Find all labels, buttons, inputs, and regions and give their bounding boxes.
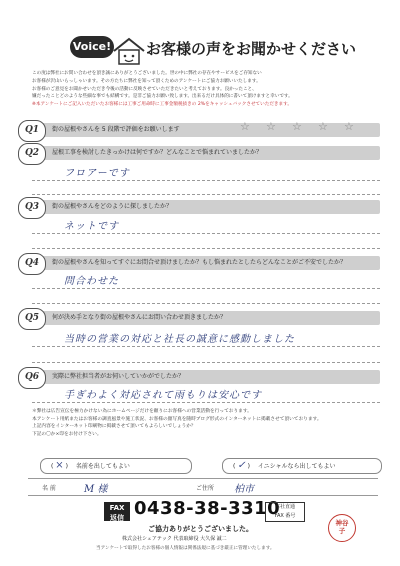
fax-note-line: FAX 番号	[274, 513, 296, 519]
option-initial[interactable]: ( ✓ ) イニシャルなら出してもよい	[222, 458, 382, 474]
question-text: 街の屋根やさんを知ってすぐにお問合せ頂けましたか？もし悩まれたとしたらどんなことがご不安でしたか？	[52, 259, 347, 266]
answer-line	[32, 194, 380, 195]
answer-line	[32, 248, 380, 249]
fax-direct-note	[265, 502, 305, 522]
rating-star-icon[interactable]: ☆	[266, 120, 276, 133]
rating-star-icon[interactable]: ☆	[318, 120, 328, 133]
question-bar-q3	[20, 200, 380, 214]
intro-line: お客様のご意見をお聞かせいただき今後の活動に反映させていただきたいと考えております。良かったこと、	[32, 86, 257, 92]
intro-text	[32, 70, 372, 109]
privacy-notice: 当アンケートで取得したお客様の個人情報は関係法規に基づき厳正に管理いたします。	[96, 546, 275, 551]
cashback-notice: ※本アンケートにご記入いただいたお客様には工事ご用命時に工事金額税抜きの 2%をキャッシュバックさせていただきます。	[32, 102, 292, 108]
answer-q4[interactable]: 問合わせた	[64, 276, 119, 287]
question-text: 街の屋根やさんをどのように探しましたか？	[52, 203, 173, 210]
question-number: Q4	[18, 253, 46, 275]
question-number: Q3	[18, 197, 46, 219]
address-label: ご住所	[196, 485, 215, 492]
answer-line	[32, 346, 380, 347]
intro-line: お客様が沢山いらっしゃいます。その方たちに弊社を知って頂くためのアンケートにご協力お願いいたします。	[32, 78, 261, 84]
question-bar-q5	[20, 311, 380, 325]
name-label: 名 前	[42, 485, 56, 492]
answer-line	[32, 402, 380, 403]
question-text: 実際に弊社担当者がお伺いしていかがでしたか？	[52, 373, 185, 380]
address-field[interactable]: 柏市	[234, 484, 254, 495]
publication-consent-text	[32, 408, 382, 438]
answer-q6[interactable]: 手ぎわよく対応されて雨もりは安心です	[64, 390, 262, 401]
answer-line	[32, 288, 380, 289]
option-label: 名前を出してもよい	[75, 463, 130, 470]
answer-q3[interactable]: ネットです	[64, 221, 119, 232]
fine-print-line: 下記の〇か×印をお付け下さい。	[32, 431, 102, 437]
fax-tag	[104, 502, 130, 521]
question-text: 何が決め手となり街の屋根やさんにお問い合わせ頂きましたか？	[52, 314, 227, 321]
fine-print-line: 上記内容をインターネット印刷物に掲載させて頂いてもよろしいでしょうか？	[32, 424, 196, 430]
question-number: Q1	[18, 120, 46, 142]
rating-star-icon[interactable]: ☆	[240, 120, 250, 133]
name-field[interactable]: M 様	[84, 484, 108, 495]
fine-print-line: ＊弊社は広告宣伝を極力かけない為にホームページだけを頼りにお客様への営業活動を行っております。	[32, 409, 252, 414]
question-bar-q6	[20, 370, 380, 384]
answer-line	[32, 362, 380, 363]
question-number: Q5	[18, 308, 46, 330]
answer-line	[32, 303, 380, 304]
intro-line: 嫌だったことどのような些細な事でも結構です。是非ご協力お願い致します。出来るだけ具体的に書いて頂けますと幸いです。	[32, 94, 293, 100]
house-icon	[112, 36, 146, 66]
company-name: 株式会社シェアテック 代表取締役 大久保 誠二	[122, 536, 227, 542]
fax-tag-line: FAX	[109, 504, 125, 512]
fax-tag-line: 返信	[110, 514, 124, 522]
question-number: Q6	[18, 367, 46, 389]
seal-stamp	[328, 514, 356, 542]
name-address-row	[28, 478, 378, 496]
option-mark: ✓	[237, 460, 246, 471]
page-title: お客様の声をお聞かせください	[146, 40, 357, 58]
answer-line	[32, 233, 380, 234]
answer-q5[interactable]: 当時の営業の対応と社長の誠意に感動しました	[64, 334, 295, 345]
fax-number: 0438-38-3310	[134, 498, 281, 519]
thanks-message: ご協力ありがとうございました。	[148, 525, 253, 533]
answer-q2[interactable]: フロアーです	[64, 168, 130, 179]
question-bar-q4	[20, 256, 380, 270]
stamp-line: 神谷	[335, 519, 349, 527]
fine-print-line: 本アンケート用紙またはお客様の調査風景や施工状況、お客様の顔写真を随時ブログ形式のインターネットに掲載させて頂いております。	[32, 416, 322, 422]
stamp-line: 子	[338, 527, 346, 535]
intro-line: この度は弊社にお問い合わせを頂き誠にありがとうございました。世の中に弊社の存在やサービスをご存知ない	[32, 71, 262, 76]
option-label: イニシャルなら出してもよい	[257, 463, 336, 470]
option-mark: ×	[55, 460, 64, 471]
rating-star-icon[interactable]: ☆	[292, 120, 302, 133]
voice-badge: Voice!	[70, 36, 114, 58]
question-number: Q2	[18, 143, 46, 165]
question-bar-q2	[20, 146, 380, 160]
question-text: 屋根工事を検討したきっかけは何ですか？どんなことで悩まれていましたか？	[52, 149, 263, 156]
rating-star-icon[interactable]: ☆	[344, 120, 354, 133]
fax-note-line: 本社直通	[274, 504, 295, 510]
question-text: 街の屋根やさんを 5 段階で評価をお願いします	[52, 126, 180, 133]
answer-line	[32, 180, 380, 181]
option-full-name[interactable]: ( × ) 名前を出してもよい	[40, 458, 192, 474]
